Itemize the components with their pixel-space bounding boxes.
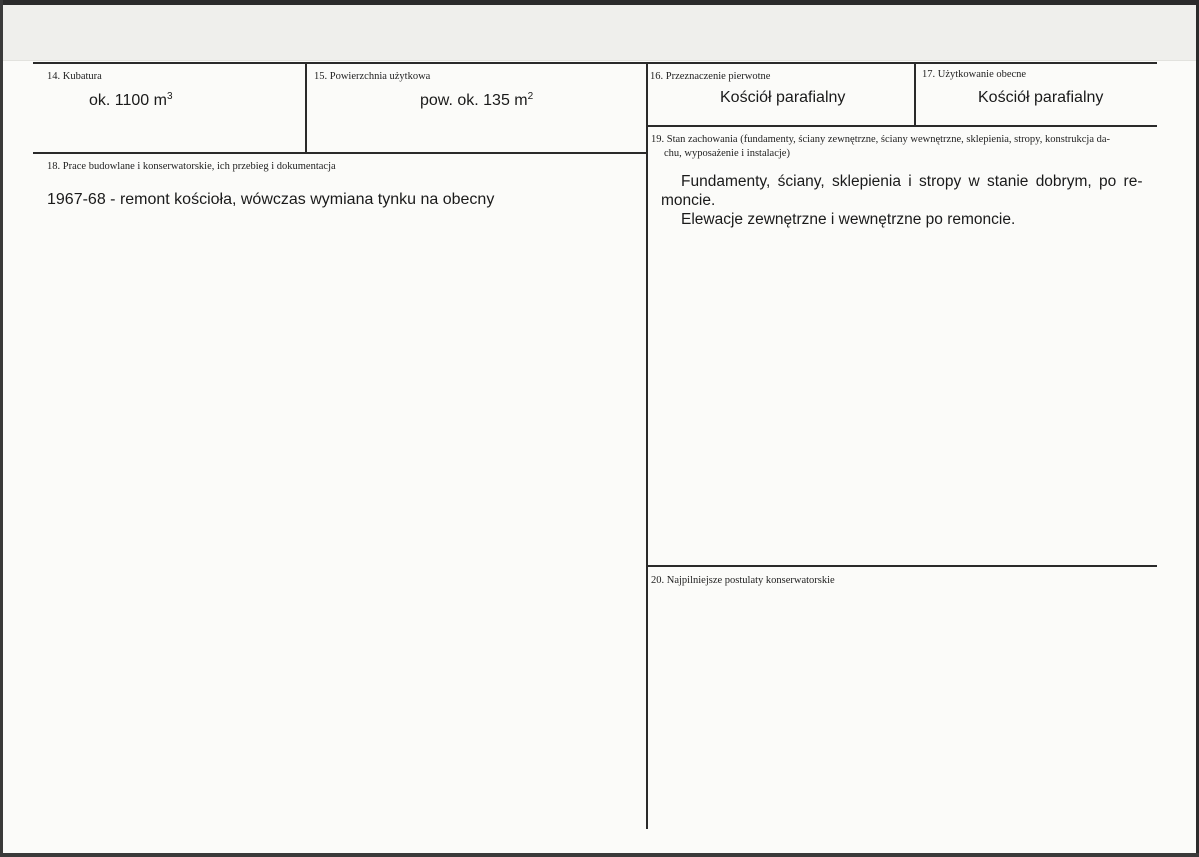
field-14-label: 14. Kubatura xyxy=(47,71,102,82)
scan-border-left xyxy=(0,0,3,857)
field-14-value: ok. 1100 $m^3$ xyxy=(89,91,173,109)
divider-16-17 xyxy=(914,63,916,126)
field-17-value: Kościół parafialny xyxy=(978,89,1104,106)
divider-14-15 xyxy=(305,63,307,153)
field-19-label-line1: 19. Stan zachowania (fundamenty, ściany zewnętrzne, ściany wewnętrzne, sklepienia, stropy, konstrukcja da- xyxy=(651,134,1111,145)
field-16-value: Kościół parafialny xyxy=(720,89,846,106)
scan-border-bottom xyxy=(0,853,1199,857)
page-top-margin xyxy=(3,5,1196,61)
form-top-rule xyxy=(33,62,1157,64)
rule-above-18 xyxy=(33,152,646,154)
center-divider xyxy=(646,63,648,829)
field-17-label: 17. Użytkowanie obecne xyxy=(922,69,1027,80)
field-15-value: pow. ok. 135 $m^2$ xyxy=(420,91,534,109)
field-18-value: 1967-68 - remont kościoła, wówczas wymiana tynku na obecny xyxy=(47,191,495,208)
field-18-label: 18. Prace budowlane i konserwatorskie, ich przebieg i dokumentacja xyxy=(47,161,336,172)
rule-above-20 xyxy=(647,565,1157,567)
field-16-label: 16. Przeznaczenie pierwotne xyxy=(650,71,771,82)
rule-above-19 xyxy=(647,125,1157,127)
field-15-label: 15. Powierzchnia użytkowa xyxy=(314,71,431,82)
field-19-label-line2: chu, wyposażenie i instalacje) xyxy=(664,148,790,159)
field-19-value-line2: moncie. xyxy=(661,192,716,209)
field-19-value-line3: Elewacje zewnętrzne i wewnętrzne po remoncie. xyxy=(681,211,1016,228)
field-20-label: 20. Najpilniejsze postulaty konserwatorskie xyxy=(651,575,835,586)
field-19-value-line1: Fundamenty, ściany, sklepienia i stropy w stanie dobrym, po re- xyxy=(681,173,1143,190)
